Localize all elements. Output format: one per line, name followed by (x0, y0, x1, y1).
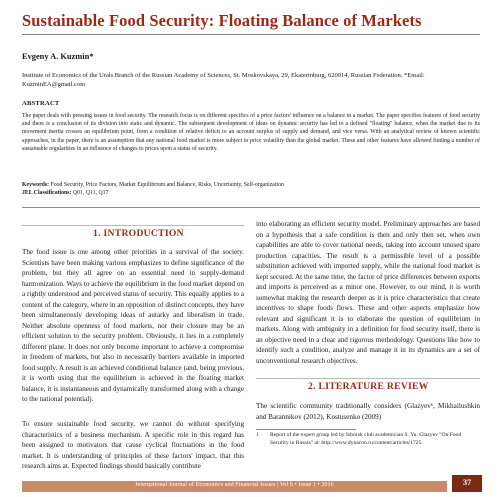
section-heading-introduction: 1. INTRODUCTION (93, 228, 184, 239)
footnote-divider (256, 429, 356, 430)
journal-footer-text: International Journal of Economics and Financial Issues | Vol 6 • Issue 1 • 2016 (135, 482, 334, 488)
intro-paragraph-1: The food issue is one among other priorities in a survival of the society. Scientists have been making various emphasizes to define significance of the problem, but they all agree on an essential need in supply-demand harmonization. Ways to achieve the equilibrium in the food market depend on a rightly understood and perceived status of security. This equally applies to a content of the category, where in an opposition of distinct concepts, they have been simultaneously developing ideas of autarky and liberalism in trade. Neither absolute openness of food markets, nor their closure may be an efficient solution to the security problem. Obviously, it lies in a completely different plane. It does not only become important to achieve a compromise in freedom of markets, but also in necessarily barriers available in imported food supply. A result is an achieved conditional balance (and, being previous, it is worth using that the equilibrium is achieved in the floating market balance, it is instantaneous and dynamically transformed along with a change to the national potential). (22, 248, 244, 403)
page-number: 37 (462, 478, 472, 487)
abstract-text: The paper deals with pressing issues in food security. The research focus is on different specifics of a price factors' influence on a balance in a market. The paper specifies features of food security and there is a conclusion of its division into static and dynamic. The subsequent development of ideas on dynamic security has led to a defined "floating" balance, when the market due to its movement inertia crosses an equilibrium point, from a condition of relative deficit to an account surplus of supply and demand, and vice versa. With an analytical review of known scientific approaches, in the paper, there is an assumption that any national food market is more subject to price volatility than the global market. These and other features have allowed finding a number of sustainable regularities in an influence of changes to prices upon a status of security. (22, 113, 480, 152)
page-number-box (452, 475, 482, 492)
footnote (256, 432, 480, 447)
keywords-block (22, 181, 480, 197)
keywords-value: Food Security, Price Factors, Market Equilibrium and Balance, Risks, Uncertainty, Self-organization (50, 182, 284, 188)
title-divider (22, 34, 480, 35)
literature-heading-rule (256, 378, 480, 379)
section-heading-literature-review: 2. LITERATURE REVIEW (308, 381, 429, 392)
right-column-paragraph: into elaborating an efficient security model. Preliminary approaches are based on a hypothesis that a safe condition is then and only then set, when own capabilities are able to cover national needs, taking into account unused spare production capacities. The result is a permissible level of a possible substitution achieved with imported supply, while the national food market is kept secured. At the same time, the factor of price differences between exports and imports is perceived as a minor one. However, to our mind, it is worth somewhat making the research deeper as it is price characteristics that create incentives to shape foods flows. These and other aspects emphasize how relevant and significant it is to elaborate the question of equilibrium in markets. Along with ambiguity in a definition for food security itself, there is an objective need in a clear and rigorous methodology. Questions like how to identify such a condition, analyze and manage it in its dynamics are a set of unconventional research objectives. (256, 220, 480, 365)
keywords-label: Keywords: (22, 182, 50, 188)
jel-label: JEL Classifications: (22, 190, 72, 197)
footnote-number: 1 (256, 432, 259, 438)
intro-paragraph-2: To ensure sustainable food security, we cannot do without specifying characteristics of a business mechanism. A specific role in this regard has been assigned to motivators that cause cyclical fluctuations in the food market. It is understanding of principles of these factors' impact, that this research aims at. Expected findings should basically contribute (22, 420, 244, 470)
footnote-text: Report of the expert group led by Izborsk club academician S. Yu. Glazyev "On Food Security in Russia" at: http://www.dynacon.ru/content/articles/1725. (270, 432, 462, 446)
journal-footer-band (22, 481, 447, 492)
article-title: Sustainable Food Security: Floating Balance of Markets (22, 11, 422, 30)
abstract-divider (22, 207, 480, 208)
author-name: Evgeny A. Kuzmin* (22, 52, 94, 61)
abstract-heading: ABSTRACT (22, 100, 60, 107)
author-affiliation: Institute of Economics of the Urals Branch of the Russian Academy of Sciences, St. Moskovskaya, 29, Ekaterinburg, 620014, Russian Federation. *Email: KuzminEA@gmail.com (22, 72, 425, 89)
intro-heading-rule (22, 225, 244, 226)
jel-value: Q01, Q11, Q17 (72, 190, 109, 197)
literature-paragraph: The scientific community traditionally considers (Glazyev¹, Mikhailushkin and Barannikov (2012), Kostusenko (2009) (256, 402, 480, 421)
